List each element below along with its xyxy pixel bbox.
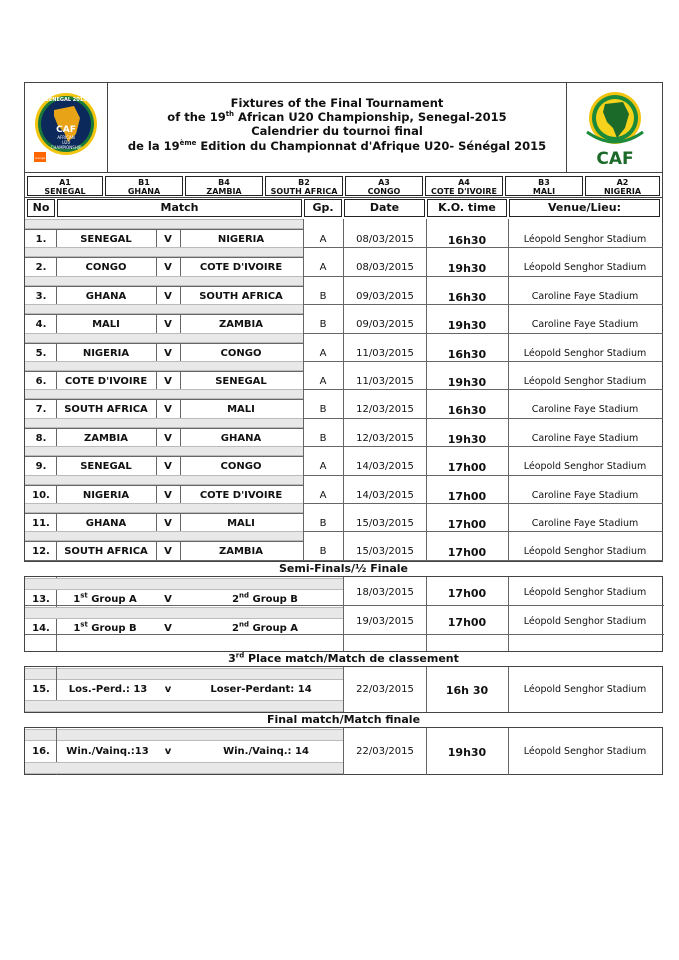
venue: Léopold Senghor Stadium xyxy=(523,461,647,473)
venue: Caroline Faye Stadium xyxy=(531,319,639,331)
home-slot: Win./Vainq.:13 xyxy=(66,746,149,757)
semi-finals-title: Semi-Finals/½ Finale xyxy=(24,561,663,577)
versus: V xyxy=(164,376,172,387)
home-slot: 1st Group B xyxy=(73,620,137,634)
venue: Léopold Senghor Stadium xyxy=(523,347,647,359)
row-spacer xyxy=(56,219,303,229)
grid-vline xyxy=(156,286,157,304)
date: 15/03/2015 xyxy=(356,518,414,529)
row-spacer xyxy=(25,578,56,590)
away-team: ZAMBIA xyxy=(218,546,264,558)
grid-vline xyxy=(180,343,181,361)
away-team: MALI xyxy=(227,404,255,416)
row-spacer xyxy=(25,304,56,314)
header-group: Gp. xyxy=(304,199,342,217)
team-name: CONGO xyxy=(367,187,401,196)
home-team: SENEGAL xyxy=(80,461,132,473)
venue: Caroline Faye Stadium xyxy=(531,290,639,302)
kickoff-time: 17h00 xyxy=(447,489,487,503)
date: 12/03/2015 xyxy=(356,432,414,444)
grid-vline xyxy=(180,286,181,304)
grid-vline xyxy=(156,257,157,275)
grid-vline xyxy=(156,314,157,332)
versus: V xyxy=(164,546,172,558)
grid-vline xyxy=(180,229,181,247)
away-slot: 2nd Group B xyxy=(232,591,298,605)
row-spacer xyxy=(56,361,303,371)
date: 11/03/2015 xyxy=(356,376,414,387)
row-spacer xyxy=(56,475,303,485)
away-slot: 2nd Group A xyxy=(232,620,298,634)
match-number: 15. xyxy=(32,684,50,695)
row-spacer xyxy=(56,418,303,428)
date: 09/03/2015 xyxy=(356,290,414,302)
grid-hline xyxy=(25,541,303,542)
svg-text:CAF: CAF xyxy=(56,125,76,135)
grid-vline xyxy=(156,485,157,503)
home-team: ZAMBIA xyxy=(83,432,129,444)
kickoff-time: 17h00 xyxy=(447,546,487,560)
grid-hline xyxy=(25,428,303,429)
team-code: A4 xyxy=(458,178,470,187)
group: A xyxy=(319,262,327,274)
home-team: NIGERIA xyxy=(82,347,130,359)
row-spacer xyxy=(25,446,56,456)
team-name: GHANA xyxy=(127,187,161,196)
grid-vline xyxy=(156,229,157,247)
date: 11/03/2015 xyxy=(356,347,414,359)
group: A xyxy=(319,376,327,387)
home-slot: 1st Group A xyxy=(73,591,137,605)
header-date: Date xyxy=(344,199,425,217)
header-no: No xyxy=(27,199,55,217)
row-spacer xyxy=(25,418,56,428)
group: B xyxy=(319,432,327,444)
group: A xyxy=(319,461,327,473)
venue: Caroline Faye Stadium xyxy=(531,404,639,416)
kickoff-time: 16h30 xyxy=(447,234,487,247)
date: 08/03/2015 xyxy=(356,234,414,245)
grid-vline xyxy=(156,343,157,361)
team-box xyxy=(345,176,423,196)
team-code: A2 xyxy=(616,178,629,187)
svg-text:CHAMPIONSHIP: CHAMPIONSHIP xyxy=(50,145,82,150)
document-title: Fixtures of the Final Tournament of the 19th African U20 Championship, Senegal-2015 Calendrier du tournoi final de la 19ème Edition du Championnat d'Afrique U20- Sénégal 2015 xyxy=(127,96,547,153)
home-team: SOUTH AFRICA xyxy=(64,404,148,416)
team-name: SENEGAL xyxy=(44,187,86,196)
venue: Léopold Senghor Stadium xyxy=(523,262,647,274)
match-number: 16. xyxy=(32,746,50,757)
row-spacer xyxy=(56,446,303,456)
versus: V xyxy=(164,594,172,605)
match-number: 10. xyxy=(32,489,50,501)
kickoff-time: 17h00 xyxy=(447,616,487,629)
grid-vline xyxy=(156,428,157,446)
grid-vline xyxy=(180,485,181,503)
away-team: CONGO xyxy=(220,461,262,473)
team-box xyxy=(585,176,660,196)
venue: Caroline Faye Stadium xyxy=(531,432,639,444)
home-team: CONGO xyxy=(85,262,127,274)
row-spacer xyxy=(25,531,56,541)
home-team: COTE D'IVOIRE xyxy=(64,376,148,387)
row-spacer xyxy=(56,389,303,399)
versus: V xyxy=(164,404,172,416)
away-team: MALI xyxy=(227,518,255,529)
team-box xyxy=(105,176,183,196)
versus: V xyxy=(164,489,172,501)
team-box xyxy=(185,176,263,196)
grid-hline xyxy=(25,634,664,635)
caf-logo xyxy=(567,82,664,173)
row-spacer xyxy=(25,389,56,399)
team-code: B2 xyxy=(298,178,310,187)
away-team: COTE D'IVOIRE xyxy=(199,262,283,274)
group: B xyxy=(319,290,327,302)
away-team: NIGERIA xyxy=(217,234,265,245)
group: B xyxy=(319,546,327,558)
match-number: 3. xyxy=(35,290,47,302)
senegal-2015-logo xyxy=(24,82,108,173)
versus: v xyxy=(164,684,172,695)
versus: V xyxy=(164,518,172,529)
team-box xyxy=(505,176,583,196)
home-team: MALI xyxy=(92,319,120,331)
svg-text:CAF: CAF xyxy=(596,149,634,169)
away-team: GHANA xyxy=(220,432,262,444)
date: 14/03/2015 xyxy=(356,489,414,501)
grid-vline xyxy=(156,371,157,389)
grid-vline xyxy=(180,257,181,275)
row-spacer xyxy=(25,762,56,774)
away-team: CONGO xyxy=(220,347,262,359)
svg-text:U20: U20 xyxy=(61,140,71,145)
team-code: A1 xyxy=(59,178,71,187)
team-box xyxy=(265,176,343,196)
venue: Léopold Senghor Stadium xyxy=(523,684,647,695)
match-number: 14. xyxy=(32,623,50,634)
date: 15/03/2015 xyxy=(356,546,414,558)
date: 18/03/2015 xyxy=(356,587,414,598)
venue: Léopold Senghor Stadium xyxy=(523,746,647,757)
date: 22/03/2015 xyxy=(356,684,414,695)
group: B xyxy=(319,319,327,331)
kickoff-time: 19h30 xyxy=(447,432,487,446)
kickoff-time: 17h00 xyxy=(447,461,487,475)
grid-vline xyxy=(180,314,181,332)
kickoff-time: 16h30 xyxy=(447,290,487,304)
grid-hline xyxy=(25,343,303,344)
versus: V xyxy=(164,347,172,359)
date: 08/03/2015 xyxy=(356,262,414,274)
away-slot: Win./Vainq.: 14 xyxy=(223,746,309,757)
versus: V xyxy=(164,234,172,245)
versus: V xyxy=(164,319,172,331)
match-number: 8. xyxy=(35,432,47,444)
match-number: 12. xyxy=(32,546,50,558)
kickoff-time: 16h30 xyxy=(447,347,487,361)
home-team: GHANA xyxy=(85,290,127,302)
team-name: COTE D'IVOIRE xyxy=(431,187,497,196)
row-spacer xyxy=(56,276,303,286)
venue: Léopold Senghor Stadium xyxy=(523,546,647,558)
kickoff-time: 16h 30 xyxy=(445,684,489,697)
away-team: ZAMBIA xyxy=(218,319,264,331)
grid-vline xyxy=(156,541,157,559)
venue: Caroline Faye Stadium xyxy=(531,489,639,501)
group: A xyxy=(319,234,327,245)
date: 09/03/2015 xyxy=(356,319,414,331)
header-ko-time: K.O. time xyxy=(427,199,507,217)
svg-text:AFRICAN: AFRICAN xyxy=(57,135,75,140)
date: 19/03/2015 xyxy=(356,616,414,627)
row-spacer xyxy=(56,668,343,680)
home-slot: Los.-Perd.: 13 xyxy=(68,684,148,695)
home-team: SENEGAL xyxy=(80,234,132,245)
team-name: NIGERIA xyxy=(603,187,642,196)
row-spacer xyxy=(25,475,56,485)
senegal-2015-logo-cell xyxy=(24,82,108,173)
row-spacer xyxy=(56,304,303,314)
grid-hline xyxy=(25,286,303,287)
home-team: GHANA xyxy=(85,518,127,529)
row-spacer xyxy=(56,607,343,619)
row-spacer xyxy=(56,333,303,343)
match-number: 2. xyxy=(35,262,47,274)
team-code: B1 xyxy=(138,178,150,187)
grid-hline xyxy=(25,605,664,606)
grid-vline xyxy=(156,399,157,417)
group: A xyxy=(319,489,327,501)
row-spacer xyxy=(25,503,56,513)
match-number: 4. xyxy=(35,319,47,331)
grid-hline xyxy=(25,371,303,372)
grid-vline xyxy=(180,399,181,417)
row-spacer xyxy=(25,247,56,257)
home-team: NIGERIA xyxy=(82,489,130,501)
versus: V xyxy=(164,432,172,444)
match-number: 7. xyxy=(35,404,47,416)
match-number: 11. xyxy=(32,518,50,529)
row-spacer xyxy=(56,762,343,774)
grid-vline xyxy=(156,513,157,531)
grid-vline xyxy=(180,371,181,389)
kickoff-time: 19h30 xyxy=(447,746,487,759)
row-spacer xyxy=(25,729,56,741)
row-spacer xyxy=(25,361,56,371)
kickoff-time: 16h30 xyxy=(447,404,487,418)
row-spacer xyxy=(56,503,303,513)
final-title: Final match/Match finale xyxy=(24,712,663,728)
grid-vline xyxy=(180,456,181,474)
venue: Léopold Senghor Stadium xyxy=(523,587,647,598)
versus: V xyxy=(164,262,172,274)
venue: Caroline Faye Stadium xyxy=(531,518,639,529)
date: 12/03/2015 xyxy=(356,404,414,416)
svg-text:orange: orange xyxy=(34,156,46,160)
grid-vline xyxy=(180,428,181,446)
row-spacer xyxy=(25,607,56,619)
row-spacer xyxy=(25,276,56,286)
group: A xyxy=(319,347,327,359)
third-place-title: 3rd Place match/Match de classement xyxy=(24,651,663,667)
team-box xyxy=(425,176,503,196)
grid-hline xyxy=(25,456,303,457)
team-code: B3 xyxy=(538,178,550,187)
row-spacer xyxy=(56,729,343,741)
away-team: COTE D'IVOIRE xyxy=(199,489,283,501)
team-code: A3 xyxy=(378,178,390,187)
group: B xyxy=(319,404,327,416)
grid-hline xyxy=(25,485,303,486)
away-slot: Loser-Perdant: 14 xyxy=(210,684,312,695)
versus: v xyxy=(164,746,172,757)
group: B xyxy=(319,518,327,529)
versus: V xyxy=(164,623,172,634)
home-team: SOUTH AFRICA xyxy=(64,546,148,558)
grid-hline xyxy=(25,513,303,514)
venue: Léopold Senghor Stadium xyxy=(523,376,647,387)
grid-hline xyxy=(25,399,303,400)
away-team: SOUTH AFRICA xyxy=(199,290,283,302)
versus: V xyxy=(164,290,172,302)
venue: Léopold Senghor Stadium xyxy=(523,234,647,245)
row-spacer xyxy=(56,578,343,590)
row-spacer xyxy=(56,700,343,712)
grid-hline xyxy=(25,257,303,258)
caf-logo-cell xyxy=(566,82,663,173)
svg-text:SENEGAL 2015: SENEGAL 2015 xyxy=(45,97,87,103)
header-match: Match xyxy=(57,199,302,217)
team-name: ZAMBIA xyxy=(206,187,242,196)
team-code: B4 xyxy=(218,178,230,187)
venue: Léopold Senghor Stadium xyxy=(523,616,647,627)
grid-vline xyxy=(180,513,181,531)
date: 14/03/2015 xyxy=(356,461,414,473)
grid-hline xyxy=(25,229,303,230)
match-number: 1. xyxy=(35,234,47,245)
match-number: 5. xyxy=(35,347,47,359)
grid-vline xyxy=(156,456,157,474)
match-number: 13. xyxy=(32,594,50,605)
kickoff-time: 19h30 xyxy=(447,319,487,333)
away-team: SENEGAL xyxy=(215,376,267,387)
row-spacer xyxy=(56,247,303,257)
kickoff-time: 19h30 xyxy=(447,262,487,276)
kickoff-time: 19h30 xyxy=(447,376,487,389)
kickoff-time: 17h00 xyxy=(447,587,487,600)
versus: V xyxy=(164,461,172,473)
team-box xyxy=(27,176,103,196)
row-spacer xyxy=(25,668,56,680)
match-number: 9. xyxy=(35,461,47,473)
grid-vline xyxy=(180,541,181,559)
kickoff-time: 17h00 xyxy=(447,518,487,531)
row-spacer xyxy=(25,700,56,712)
grid-hline xyxy=(25,314,303,315)
team-name: SOUTH AFRICA xyxy=(270,187,338,196)
team-name: MALI xyxy=(532,187,556,196)
match-number: 6. xyxy=(35,376,47,387)
row-spacer xyxy=(25,333,56,343)
header-venue: Venue/Lieu: xyxy=(509,199,660,217)
row-spacer xyxy=(56,531,303,541)
date: 22/03/2015 xyxy=(356,746,414,757)
row-spacer xyxy=(25,219,56,229)
